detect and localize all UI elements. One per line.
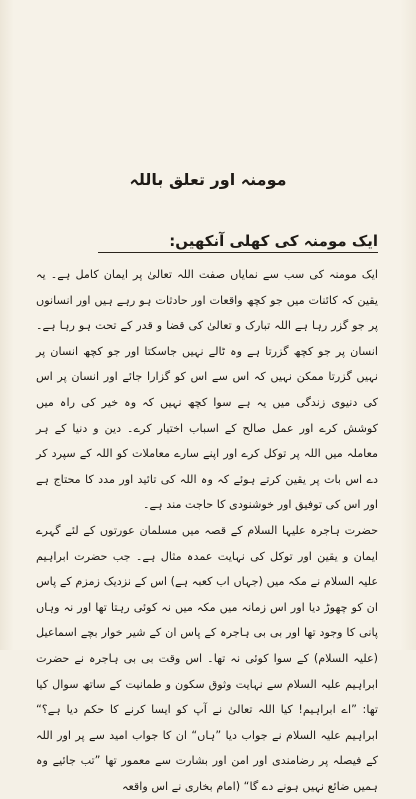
body-text — [36, 262, 378, 799]
section-heading-underline — [98, 252, 378, 253]
paragraph: حضرت ہاجرہ علیہا السلام کے قصہ میں مسلمان عورتوں کے لئے گہرے ایمان و یقین اور توکل کی نہایت عمدہ مثال ہے۔ جب حضرت ابراہیم علیہ السلام نے مکہ میں (جہاں اب کعبہ ہے) اس کے نزدیک زمزم کے پاس ان کو چھوڑ دیا اور اس زمانہ میں مکہ میں نہ کوئی رہتا تھا اور نہ وہاں پانی کا وجود تھا اور بی بی ہاجرہ کے پاس ان کے شیر خوار بچے اسماعیل (علیہ السلام) کے سوا کوئی نہ تھا۔ اس وقت بی بی ہاجرہ نے حضرت ابراہیم علیہ السلام سے نہایت وثوق سکون و طمانیت کے ساتھ سوال کیا تھا: ”اے ابراہیم! کیا اللہ تعالیٰ نے آپ کو ایسا کرنے کا حکم دیا ہے؟“ ابراہیم علیہ السلام نے جواب دیا ”ہاں“ ان کا جواب امید سے پر اور اللہ کے فیصلہ پر رضامندی اور امن اور بشارت سے معمور تھا ”تب جائیے وہ ہمیں ضائع نہیں ہونے دے گا“ (امام بخاری نے اس واقعہ — [36, 523, 378, 793]
chapter-title: مومنہ اور تعلق باللہ — [129, 170, 287, 189]
section-heading-text: ایک مومنہ کی کھلی آنکھیں: — [169, 232, 378, 250]
section-heading — [98, 232, 378, 253]
paragraph: ایک مومنہ کی سب سے نمایاں صفت اللہ تعالیٰ پر ایمان کامل ہے۔ یہ یقین کہ کائنات میں جو کچھ واقعات اور حادثات ہو رہے ہیں اور انسانوں پر جو گزر رہا ہے اللہ تبارک و تعالیٰ کی قضا و قدر کے تحت ہو رہا ہے۔ انسان پر جو کچھ گزرتا ہے وہ ٹالے نہیں جاسکتا اور جو کچھ انسان پر نہیں گزرتا ممکن نہیں کہ اس سے اس کو گزارا جائے اور انسان پر اس کی دنیوی زندگی میں یہ ہے سوا کچھ نہیں کہ وہ خیر کی راہ میں کوشش کرے اور عمل صالح کے اسباب اختیار کرے۔ دین و دنیا کے ہر معاملہ میں اللہ پر توکل کرے اور اپنے سارے معاملات کو اللہ کے سپرد کر دے اس بات پر یقین کرتے ہوئے کہ وہ اللہ کی تائید اور مدد کا محتاج ہے اور اس کی توفیق اور خوشنودی کا حاجت مند ہے۔ — [36, 268, 378, 512]
